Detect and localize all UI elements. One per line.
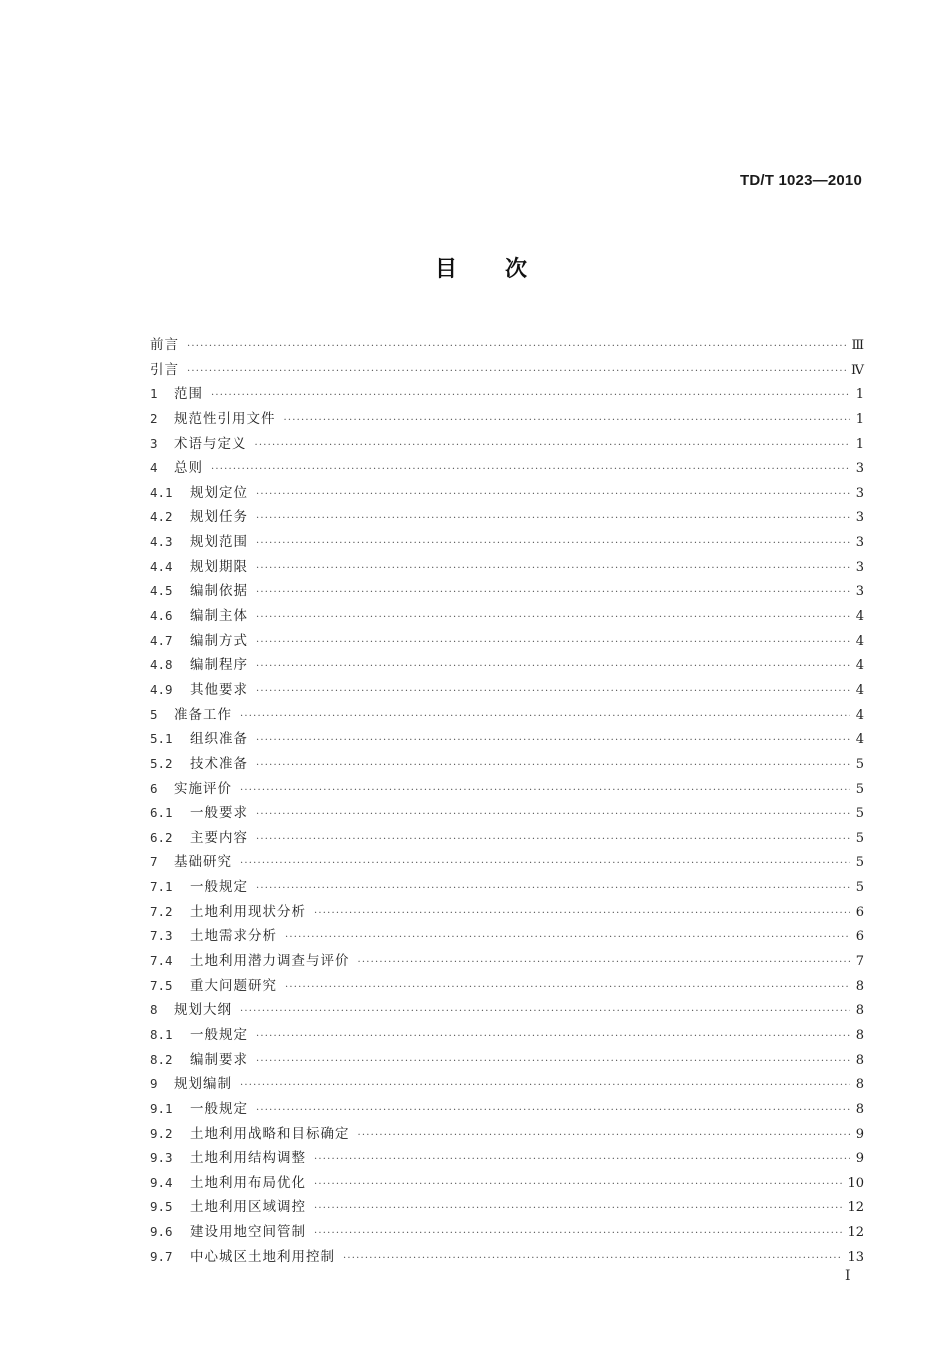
toc-entry-page: 7	[855, 954, 864, 970]
toc-entry-page: 8	[855, 1052, 864, 1068]
toc-entry-page: 3	[855, 584, 864, 600]
toc-entry-number: 4	[150, 460, 158, 476]
toc-entry-page: 9	[855, 1151, 864, 1167]
toc-entry-page: 3	[855, 461, 864, 477]
toc-entry[interactable]	[150, 1220, 864, 1245]
toc-entry-label: 规划定位	[190, 484, 248, 501]
toc-entry-number: 9	[150, 1076, 158, 1092]
toc-entry[interactable]	[150, 875, 864, 900]
toc-entry-label: 土地利用现状分析	[190, 903, 306, 920]
dot-leader	[240, 1074, 850, 1099]
dot-leader	[255, 434, 851, 459]
toc-entry-label: 一般规定	[190, 879, 248, 896]
toc-entry-number: 7.5	[150, 977, 173, 993]
toc-entry-label: 术语与定义	[174, 435, 247, 452]
toc-entry-label: 组织准备	[190, 731, 248, 748]
dot-leader	[314, 1197, 843, 1222]
toc-entry-label: 土地利用结构调整	[190, 1150, 306, 1167]
dot-leader	[187, 360, 847, 385]
toc-title: 目次	[434, 257, 575, 282]
dot-leader	[211, 458, 850, 483]
dot-leader	[256, 606, 850, 631]
dot-leader	[285, 926, 850, 951]
toc-entry-number: 6	[150, 780, 158, 796]
toc-entry-page: 5	[855, 880, 864, 896]
toc-entry[interactable]	[150, 382, 864, 407]
toc-entry[interactable]	[150, 1146, 864, 1171]
toc-entry[interactable]	[150, 1171, 864, 1196]
toc-entry-label: 一般要求	[190, 805, 248, 822]
toc-entry-page: 4	[855, 707, 864, 723]
toc-entry[interactable]	[150, 505, 864, 530]
toc-entry-label: 规划编制	[174, 1076, 232, 1093]
toc-entry[interactable]	[150, 850, 864, 875]
toc-entry-label: 土地需求分析	[190, 928, 277, 945]
dot-leader	[256, 507, 850, 532]
toc-entry-page: 1	[855, 436, 864, 452]
toc-entry-number: 5	[150, 706, 158, 722]
dot-leader	[240, 705, 850, 730]
toc-entry-number: 4.2	[150, 509, 173, 525]
dot-leader	[314, 1222, 843, 1247]
toc-entry-label: 基础研究	[174, 854, 232, 871]
toc-entry[interactable]	[150, 703, 864, 728]
dot-leader	[240, 1000, 850, 1025]
toc-entry-label: 建设用地空间管制	[190, 1224, 306, 1241]
toc-entry-number: 6.1	[150, 805, 173, 821]
toc-entry-label: 编制主体	[190, 608, 248, 625]
dot-leader	[358, 1124, 851, 1149]
toc-entry[interactable]	[150, 777, 864, 802]
toc-entry-number: 4.9	[150, 681, 173, 697]
toc-entry-page: 8	[855, 1077, 864, 1093]
toc-entry-page: 3	[855, 485, 864, 501]
toc-entry-label: 重大问题研究	[190, 977, 277, 994]
toc-entry[interactable]	[150, 727, 864, 752]
toc-entry-number: 5.2	[150, 755, 173, 771]
toc-entry-label: 编制要求	[190, 1051, 248, 1068]
toc-entry[interactable]	[150, 1122, 864, 1147]
toc-entry-label: 前言	[150, 337, 179, 353]
toc-entry[interactable]	[150, 924, 864, 949]
toc-entry-number: 4.5	[150, 583, 173, 599]
toc-entry-label: 主要内容	[190, 829, 248, 846]
toc-entry-number: 7.2	[150, 903, 173, 919]
toc-entry-number: 9.5	[150, 1199, 173, 1215]
toc-entry-label: 规划任务	[190, 509, 248, 526]
document-code: TD/T 1023—2010	[739, 172, 862, 189]
dot-leader	[256, 532, 850, 557]
toc-entry-number: 7.4	[150, 953, 173, 969]
toc-entry-label: 土地利用战略和目标确定	[190, 1125, 350, 1142]
dot-leader	[358, 951, 851, 976]
toc-entry[interactable]	[150, 579, 864, 604]
toc-entry[interactable]	[150, 407, 864, 432]
dot-leader	[256, 655, 850, 680]
toc-entry-page: 6	[855, 904, 864, 920]
dot-leader	[256, 1025, 850, 1050]
toc-entry[interactable]	[150, 826, 864, 851]
toc-entry-label: 规划大纲	[174, 1002, 232, 1019]
dot-leader	[256, 1099, 850, 1124]
toc-entry-page: 3	[855, 510, 864, 526]
toc-entry-number: 8.1	[150, 1026, 173, 1042]
toc-entry-number: 4.1	[150, 484, 173, 500]
toc-entry-number: 4.8	[150, 657, 173, 673]
toc-entry[interactable]	[150, 1048, 864, 1073]
toc-entry-page: 4	[855, 633, 864, 649]
toc-entry[interactable]	[150, 653, 864, 678]
toc-entry-page: Ⅲ	[851, 338, 864, 353]
toc-entry-label: 规划期限	[190, 558, 248, 575]
toc-entry-number: 6.2	[150, 829, 173, 845]
toc-entry-label: 一般规定	[190, 1026, 248, 1043]
toc-entry[interactable]	[150, 1072, 864, 1097]
toc-entry-page: 10	[847, 1175, 864, 1191]
toc-entry-number: 1	[150, 386, 158, 402]
toc-entry-number: 2	[150, 410, 158, 426]
toc-entry-number: 4.6	[150, 608, 173, 624]
toc-entry-page: 12	[847, 1225, 864, 1241]
toc-entry-number: 4.4	[150, 558, 173, 574]
toc-entry[interactable]	[150, 333, 864, 358]
toc-entry[interactable]	[150, 1097, 864, 1122]
toc-entry[interactable]	[150, 629, 864, 654]
toc-entry-number: 4.7	[150, 632, 173, 648]
toc-entry[interactable]	[150, 1245, 864, 1270]
toc-entry-number: 9.6	[150, 1224, 173, 1240]
toc-entry[interactable]	[150, 801, 864, 826]
toc-entry-label: 总则	[174, 460, 203, 477]
toc-entry-number: 8	[150, 1002, 158, 1018]
toc-entry-number: 7.3	[150, 928, 173, 944]
dot-leader	[240, 779, 850, 804]
toc-entry[interactable]	[150, 1023, 864, 1048]
toc-entry-label: 一般规定	[190, 1100, 248, 1117]
toc-entry-page: 8	[855, 1101, 864, 1117]
dot-leader	[256, 631, 850, 656]
toc-entry-page: 8	[855, 1003, 864, 1019]
page-number: Ⅰ	[845, 1268, 851, 1284]
dot-leader	[256, 483, 850, 508]
toc-entry-page: 4	[855, 732, 864, 748]
toc-entry-page: Ⅳ	[851, 362, 864, 378]
dot-leader	[256, 877, 850, 902]
toc-entry[interactable]	[150, 998, 864, 1023]
toc-entry-page: 5	[855, 806, 864, 822]
toc-entry[interactable]	[150, 481, 864, 506]
toc-entry-page: 4	[855, 682, 864, 698]
dot-leader	[240, 852, 850, 877]
dot-leader	[314, 1148, 850, 1173]
toc-entry[interactable]	[150, 949, 864, 974]
toc-entry-label: 范围	[174, 386, 203, 403]
table-of-contents	[150, 333, 864, 1269]
toc-entry-label: 编制程序	[190, 657, 248, 674]
toc-entry[interactable]	[150, 530, 864, 555]
toc-entry-label: 土地利用布局优化	[190, 1174, 306, 1191]
dot-leader	[256, 680, 850, 705]
dot-leader	[285, 976, 850, 1001]
toc-entry-label: 引言	[150, 361, 179, 378]
toc-entry-number: 9.3	[150, 1150, 173, 1166]
toc-entry-page: 5	[855, 781, 864, 797]
toc-entry-page: 8	[855, 1027, 864, 1043]
toc-entry-page: 13	[847, 1249, 864, 1265]
dot-leader	[284, 409, 851, 434]
toc-entry[interactable]	[150, 752, 864, 777]
toc-entry-number: 5.1	[150, 731, 173, 747]
toc-entry-page: 5	[855, 756, 864, 772]
toc-entry[interactable]	[150, 358, 864, 383]
toc-entry[interactable]	[150, 678, 864, 703]
dot-leader	[256, 581, 850, 606]
dot-leader	[256, 828, 850, 853]
toc-entry-page: 4	[855, 609, 864, 625]
toc-entry-page: 1	[855, 387, 864, 403]
toc-entry[interactable]	[150, 1195, 864, 1220]
toc-entry-label: 编制依据	[190, 583, 248, 600]
toc-entry-label: 中心城区土地利用控制	[190, 1248, 335, 1265]
toc-entry[interactable]	[150, 456, 864, 481]
toc-entry-page: 6	[855, 929, 864, 945]
toc-entry-number: 9.1	[150, 1100, 173, 1116]
dot-leader	[256, 1050, 850, 1075]
dot-leader	[256, 729, 850, 754]
dot-leader	[256, 803, 850, 828]
toc-entry-number: 8.2	[150, 1051, 173, 1067]
toc-entry-page: 12	[847, 1200, 864, 1216]
toc-entry-label: 技术准备	[190, 755, 248, 772]
toc-entry-label: 土地利用区域调控	[190, 1199, 306, 1216]
toc-entry-page: 3	[855, 535, 864, 551]
toc-entry-label: 实施评价	[174, 780, 232, 797]
toc-entry-number: 9.2	[150, 1125, 173, 1141]
toc-entry-page: 5	[855, 855, 864, 871]
dot-leader	[187, 335, 847, 360]
toc-entry-number: 9.7	[150, 1248, 173, 1264]
dot-leader	[343, 1247, 843, 1272]
toc-entry-label: 土地利用潜力调查与评价	[190, 953, 350, 970]
toc-entry-page: 9	[855, 1126, 864, 1142]
toc-entry-page: 8	[855, 978, 864, 994]
dot-leader	[314, 1173, 843, 1198]
toc-entry-page: 1	[855, 411, 864, 427]
toc-entry-label: 其他要求	[190, 681, 248, 698]
toc-entry-label: 编制方式	[190, 632, 248, 649]
toc-entry[interactable]	[150, 974, 864, 999]
toc-entry-page: 5	[855, 830, 864, 846]
toc-entry-number: 7	[150, 854, 158, 870]
toc-entry-number: 3	[150, 435, 158, 451]
toc-entry-label: 准备工作	[174, 706, 232, 723]
toc-entry-label: 规范性引用文件	[174, 410, 276, 427]
dot-leader	[256, 754, 850, 779]
dot-leader	[211, 384, 850, 409]
toc-entry[interactable]	[150, 432, 864, 457]
toc-entry-page: 3	[855, 559, 864, 575]
toc-entry-label: 规划范围	[190, 534, 248, 551]
toc-entry-page: 4	[855, 658, 864, 674]
dot-leader	[314, 902, 850, 927]
toc-entry-number: 7.1	[150, 879, 173, 895]
dot-leader	[256, 557, 850, 582]
toc-entry[interactable]	[150, 900, 864, 925]
toc-entry[interactable]	[150, 604, 864, 629]
toc-entry[interactable]	[150, 555, 864, 580]
toc-entry-number: 9.4	[150, 1174, 173, 1190]
toc-entry-number: 4.3	[150, 534, 173, 550]
